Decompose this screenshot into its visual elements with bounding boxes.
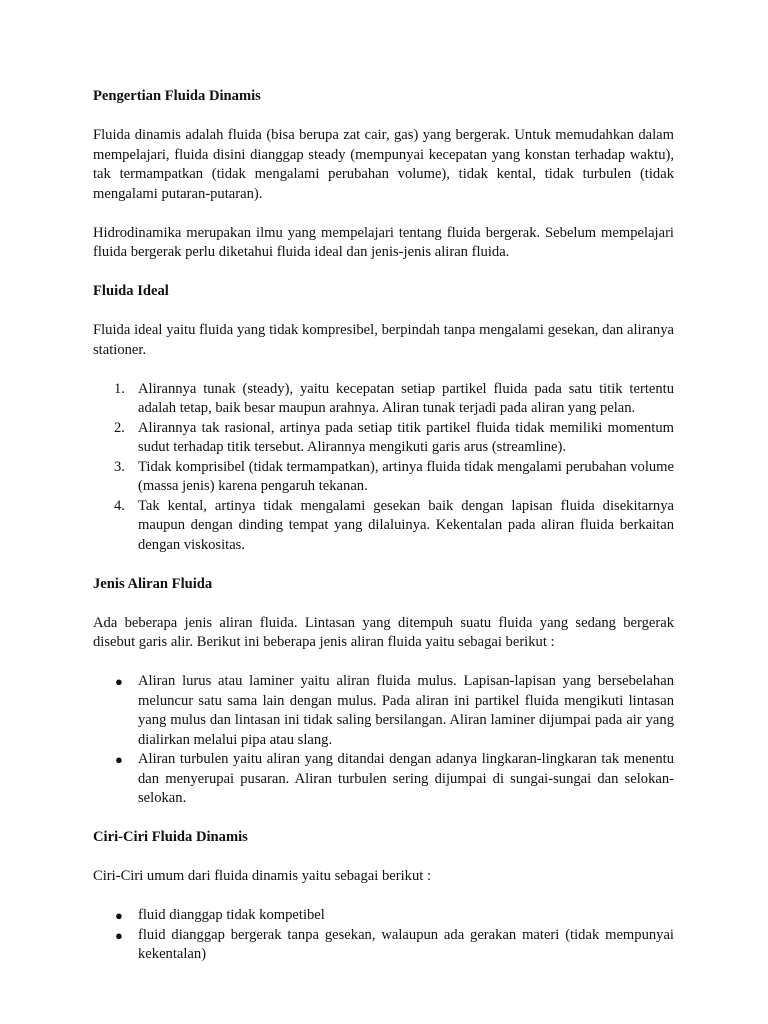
- bullet-icon: ●: [115, 927, 123, 943]
- list-item: [93, 926, 674, 965]
- list-item-text: fluid dianggap tidak kompetibel: [138, 907, 325, 923]
- list-item-text: Aliran lurus atau laminer yaitu aliran fluida mulus. Lapisan-lapisan yang bersebelahan meluncur satu sama lain dengan mulus. Pada aliran ini partikel fluida mengikuti lintasan yang mulus dan lintasan ini tidak saling bersilangan. Aliran laminer dijumpai pada air yang dialirkan melalui pipa atau slang.: [138, 673, 674, 748]
- section-heading-fluida-ideal: Fluida Ideal: [93, 283, 169, 299]
- numbered-list: [93, 380, 674, 556]
- paragraph: Fluida dinamis adalah fluida (bisa berupa zat cair, gas) yang bergerak. Untuk memudahkan dalam mempelajari, fluida disini dianggap steady (mempunyai kecepatan yang konstan terhadap waktu), tak termampatkan (tidak mengalami perubahan volume), tidak kental, tidak turbulen (tidak mengalami putaran-putaran).: [93, 127, 674, 202]
- list-item-text: Aliran turbulen yaitu aliran yang ditandai dengan adanya lingkaran-lingkaran tak menentu dan menyerupai pusaran. Aliran turbulen sering dijumpai di sungai-sungai dan selokan-selokan.: [138, 751, 674, 806]
- bullet-icon: ●: [115, 752, 123, 767]
- bullet-list: [93, 672, 674, 809]
- list-item: [93, 672, 674, 750]
- list-item-text: Alirannya tak rasional, artinya pada setiap titik partikel fluida tidak memiliki momentum sudut terhadap titik tersebut. Alirannya mengikuti garis arus (streamline).: [138, 419, 674, 455]
- list-number: 2.: [114, 419, 125, 436]
- bullet-list: [93, 906, 674, 965]
- list-number: 1.: [114, 380, 125, 397]
- list-item-text: Alirannya tunak (steady), yaitu kecepatan setiap partikel fluida pada satu titik tertentu adalah tetap, baik besar maupun arahnya. Aliran tunak terjadi pada aliran yang pelan.: [138, 380, 674, 416]
- section-heading-jenis-aliran: Jenis Aliran Fluida: [93, 575, 213, 592]
- paragraph: Ciri-Ciri umum dari fluida dinamis yaitu sebagai berikut :: [93, 868, 432, 884]
- list-item: [93, 458, 674, 497]
- list-item: [93, 906, 674, 926]
- list-item: [93, 419, 674, 458]
- section-heading-pengertian: Pengertian Fluida Dinamis: [93, 88, 261, 104]
- paragraph: Fluida ideal yaitu fluida yang tidak kompresibel, berpindah tanpa mengalami gesekan, dan aliranya stationer.: [93, 322, 674, 358]
- bullet-icon: ●: [115, 674, 123, 689]
- list-item-text: Tak kental, artinya tidak mengalami gesekan baik dengan lapisan fluida disekitarnya maupun dengan dinding tempat yang dilaluinya. Kekentalan pada aliran fluida berkaitan dengan viskositas.: [138, 497, 674, 553]
- list-item-text: Tidak komprisibel (tidak termampatkan), artinya fluida tidak mengalami perubahan volume (massa jenis) karena pengaruh tekanan.: [138, 458, 674, 494]
- list-item: [93, 750, 674, 809]
- list-number: 3.: [114, 458, 125, 475]
- section-heading-ciri-ciri: Ciri-Ciri Fluida Dinamis: [93, 829, 248, 845]
- paragraph: Ada beberapa jenis aliran fluida. Lintasan yang ditempuh suatu fluida yang sedang bergerak disebut garis alir. Berikut ini beberapa jenis aliran fluida yaitu sebagai berikut :: [93, 614, 674, 650]
- list-item: [93, 497, 674, 556]
- paragraph: Hidrodinamika merupakan ilmu yang mempelajari tentang fluida bergerak. Sebelum mempelajari fluida bergerak perlu diketahui fluida ideal dan jenis-jenis aliran fluida.: [93, 224, 674, 260]
- list-item-text: fluid dianggap bergerak tanpa gesekan, walaupun ada gerakan materi (tidak mempunyai kekentalan): [138, 926, 674, 962]
- bullet-icon: ●: [115, 908, 123, 923]
- list-item: [93, 380, 674, 419]
- list-number: 4.: [114, 497, 125, 514]
